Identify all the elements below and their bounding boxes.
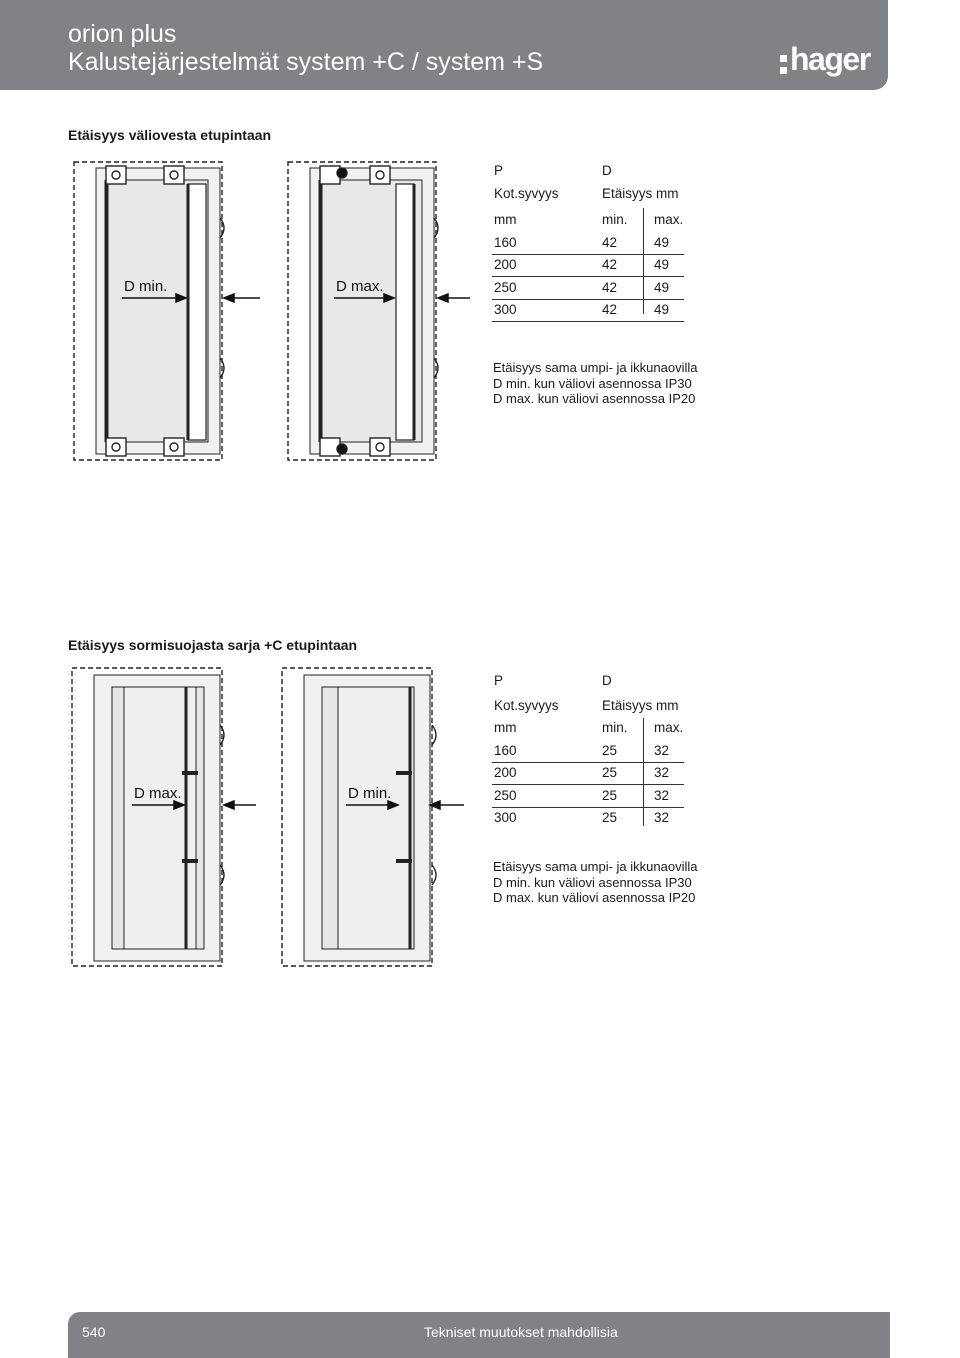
logo-word: hager [790,41,870,77]
note-line: D max. kun väliovi asennossa IP20 [493,391,696,406]
table-row: 250 25 32 [494,787,670,803]
hager-logo [776,41,876,80]
col-d-header: D [602,673,612,688]
table-row: 300 25 32 [494,810,670,825]
section2-notes [493,859,697,906]
section1-table [492,160,686,322]
min-label: min. [602,720,628,735]
col-p-sub: Kot.syvyys [494,697,559,713]
note-line: Etäisyys sama umpi- ja ikkunaovilla [493,360,698,375]
section2-label-dmin: D min. [348,785,392,802]
table-divider [492,321,684,322]
col-d-header: D [602,163,612,178]
page-number: 540 [82,1324,106,1340]
table-divider [492,784,684,785]
note-line: D min. kun väliovi asennossa IP30 [493,375,692,391]
table-divider [492,299,684,300]
header-subtitle: Kalustejärjestelmät system +C / system +S [68,48,544,76]
section2-title: Etäisyys sormisuojasta sarja +C etupintaan [68,637,358,653]
section1-title: Etäisyys väliovesta etupintaan [68,127,272,143]
table-row: 160 42 49 [494,234,670,250]
table-column-divider [643,208,644,314]
col-p-sub: Kot.syvyys [494,185,559,201]
table-row: 200 25 32 [494,765,670,780]
table-column-divider [643,718,644,826]
footer-note: Tekniset muutokset mahdollisia [424,1324,618,1340]
table-row: 250 42 49 [494,279,670,295]
unit-label: mm [494,720,517,735]
section2-label-dmax: D max. [134,785,182,802]
col-d-sub: Etäisyys mm [602,697,679,713]
table-row: 160 25 32 [494,742,670,758]
section1-label-dmin: D min. [124,278,168,295]
table-row: 200 42 49 [494,257,670,272]
col-d-sub: Etäisyys mm [602,185,679,201]
unit-label: mm [494,212,517,227]
logo-dots-icon [780,55,788,77]
min-label: min. [602,212,628,227]
max-label: max. [654,720,684,735]
note-line: D min. kun väliovi asennossa IP30 [493,874,692,890]
page-footer [68,1312,890,1358]
table-divider [492,254,684,255]
table-row: 300 42 49 [494,302,670,317]
table-divider [492,276,684,277]
header-title: orion plus [68,20,177,48]
section1-label-dmax: D max. [336,278,384,295]
section2-drawing [70,665,470,970]
col-p-header: P [494,163,504,178]
section1-notes [493,360,697,407]
section2-table [492,670,686,830]
page-header [0,0,888,90]
note-line: D max. kun väliovi asennossa IP20 [493,890,696,905]
max-label: max. [654,212,684,227]
section1-drawing [70,158,470,463]
table-divider [492,807,684,808]
note-line: Etäisyys sama umpi- ja ikkunaovilla [493,859,698,874]
col-p-header: P [494,673,504,688]
table-divider [492,762,684,763]
